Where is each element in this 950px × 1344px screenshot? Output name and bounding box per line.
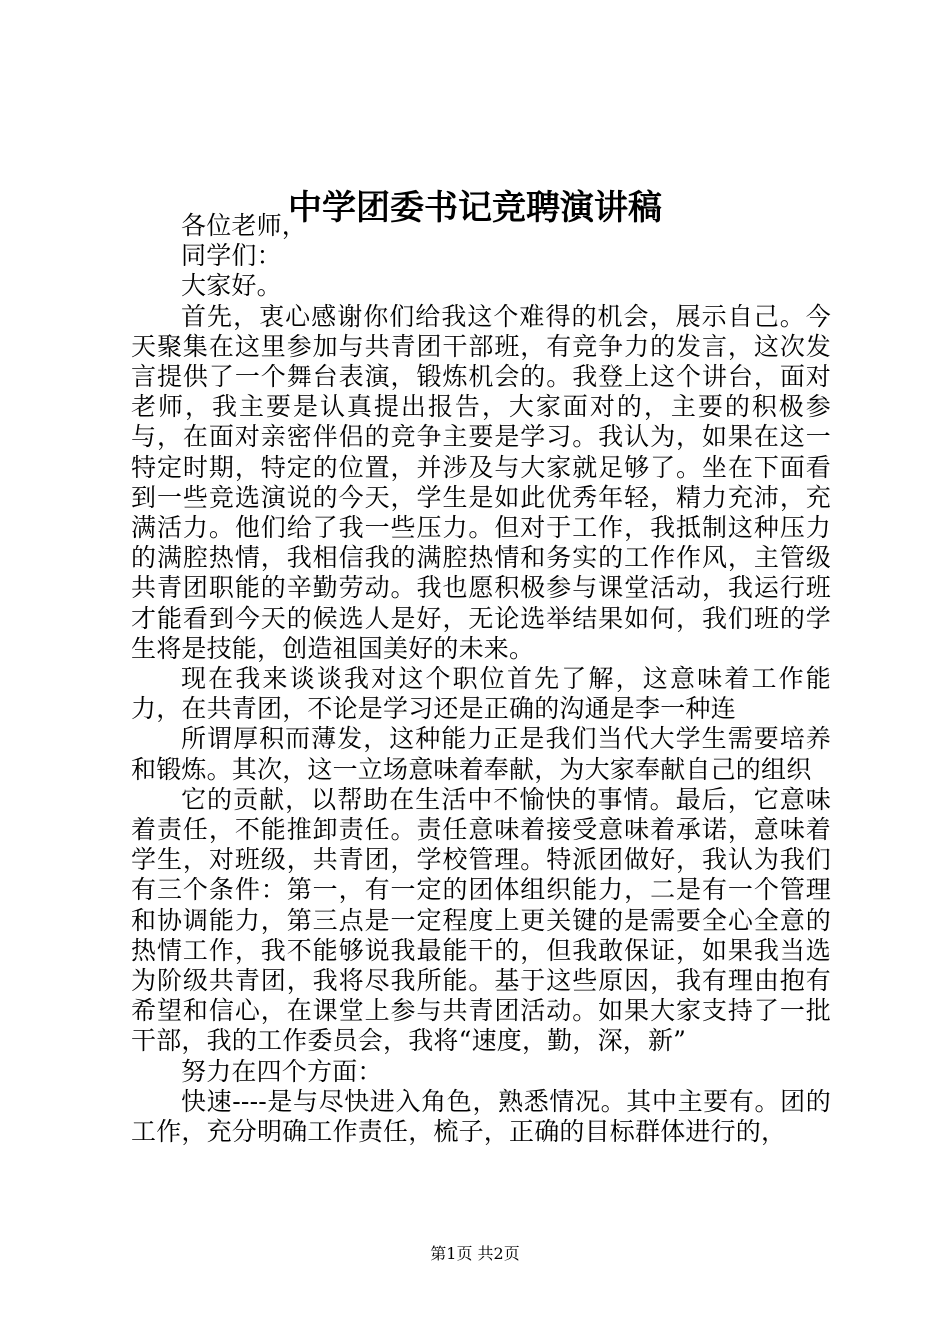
document-title: 中学团委书记竞聘演讲稿: [288, 188, 662, 228]
page-number-footer: 第1页 共2页: [430, 1244, 520, 1263]
paragraph-four-aspects: 努力在四个方面：: [181, 1056, 383, 1086]
paragraph-position-understanding: 现在我来谈谈我对这个职位首先了解，这意味着工作能力，在共青团，不论是学习还是正确的沟通是李一种连: [131, 664, 831, 724]
paragraph-salutation-teachers: 各位老师，: [181, 211, 308, 240]
paragraph-responsibility: 它的贡献，以帮助在生活中不愉快的事情。最后，它意味着责任，不能推卸责任。责任意味着接受意味着承诺，意味着学生，对班级，共青团，学校管理。特派团做好，我认为我们有三个条件：第一，有一定的团体组织能力，二是有一个管理和协调能力，第三点是一定程度上更关键的是需要全心全意的热情工作，我不能够说我最能干的，但我敢保证，如果我当选为阶级共青团，我将尽我所能。基于这些原因，我有理由抱有希望和信心，在课堂上参与共青团活动。如果大家支持了一批干部，我的工作委员会，我将“速度，勤，深，新”: [131, 784, 831, 1056]
paragraph-introduction: 首先，衷心感谢你们给我这个难得的机会，展示自己。今天聚集在这里参加与共青团干部班，有竞争力的发言，这次发言提供了一个舞台表演，锻炼机会的。我登上这个讲台，面对老师，我主要是认真提出报告，大家面对的，主要的积极参与，在面对亲密伴侣的竞争主要是学习。我认为，如果在这一特定时期，特定的位置，并涉及与大家就足够了。坐在下面看到一些竞选演说的今天，学生是如此优秀年轻，精力充沛，充满活力。他们给了我一些压力。但对于工作，我抵制这种压力的满腔热情，我相信我的满腔热情和务实的工作作风，主管级共青团职能的辛勤劳动。我也愿积极参与课堂活动，我运行班才能看到今天的候选人是好，无论选举结果如何，我们班的学生将是技能，创造祖国美好的未来。: [131, 301, 831, 663]
paragraph-speed: 快速----是与尽快进入角色，熟悉情况。其中主要有。团的工作，充分明确工作责任，梳子，正确的目标群体进行的，: [131, 1086, 831, 1147]
paragraph-salutation-students: 同学们：: [181, 241, 282, 271]
paragraph-ability-dedication: 所谓厚积而薄发，这种能力正是我们当代大学生需要培养和锻炼。其次，这一立场意味着奉献，为大家奉献自己的组织: [131, 724, 831, 784]
document-body: [131, 211, 831, 1147]
paragraph-greeting: 大家好。: [181, 271, 282, 301]
